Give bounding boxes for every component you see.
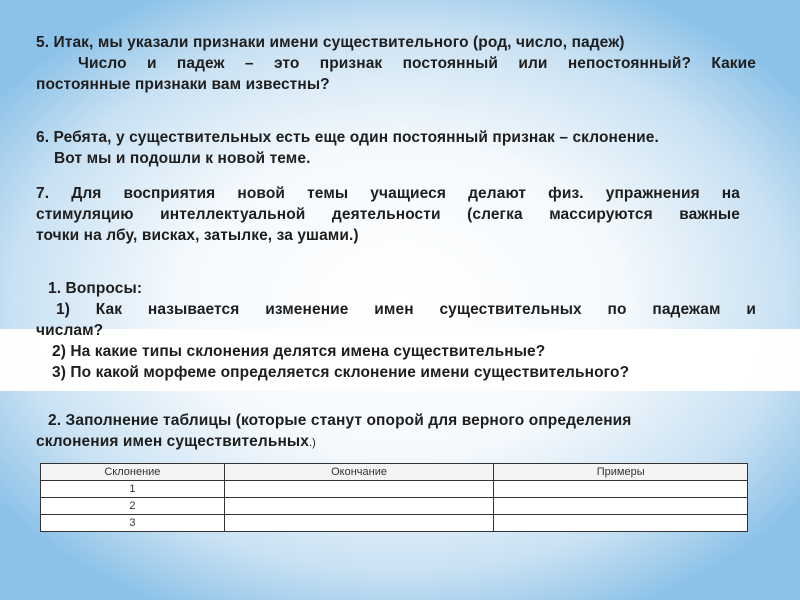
item-5-paragraph <box>36 32 756 95</box>
table-cell: 2 <box>41 498 225 515</box>
item-6-line-1: 6. Ребята, у существительных есть еще один постоянный признак – склонение. <box>36 129 659 146</box>
item-6-line-2: Вот мы и подошли к новой теме. <box>54 150 311 167</box>
questions-heading: 1. Вопросы: <box>48 280 143 297</box>
question-3: 3) По какой морфеме определяется склонение имени существительного? <box>52 364 630 381</box>
table-cell <box>224 481 494 498</box>
question-1-line-1: 1) Как называется изменение имен существительных по падежам и <box>56 301 756 318</box>
task-2-paragraph <box>36 410 756 454</box>
question-2: 2) На какие типы склонения делятся имена существительные? <box>52 343 546 360</box>
table-row <box>41 481 748 498</box>
questions-block <box>36 278 756 383</box>
table-row <box>41 498 748 515</box>
table-cell: 1 <box>41 481 225 498</box>
table-row <box>41 515 748 532</box>
table-cell <box>224 515 494 532</box>
task-2-line-2 <box>36 431 756 454</box>
table-header-cell: Примеры <box>494 464 748 481</box>
item-5-line-1: 5. Итак, мы указали признаки имени существительного (род, число, падеж) <box>36 34 625 51</box>
item-5-line-3: постоянные признаки вам известны? <box>36 76 330 93</box>
task-2-line-2-tail: .) <box>309 437 316 449</box>
item-7-paragraph <box>36 183 740 246</box>
item-7-line-3: точки на лбу, висках, затылке, за ушами.) <box>36 227 359 244</box>
table-cell <box>494 498 748 515</box>
item-7-line-1: 7. Для восприятия новой темы учащиеся делают физ. упражнения на <box>36 185 740 202</box>
table-cell <box>494 515 748 532</box>
table-header-cell: Окончание <box>224 464 494 481</box>
item-5-line-2: Число и падеж – это признак постоянный или непостоянный? Какие <box>78 55 756 72</box>
table-header-row <box>41 464 748 481</box>
item-7-line-2: стимуляцию интеллектуальной деятельности (слегка массируются важные <box>36 206 740 223</box>
declension-table <box>40 463 748 532</box>
question-1-line-2: числам? <box>36 322 104 339</box>
table-cell <box>224 498 494 515</box>
task-2-line-2-text: склонения имен существительных <box>36 433 309 450</box>
table-cell: 3 <box>41 515 225 532</box>
item-6-paragraph <box>36 127 756 169</box>
table-header-cell: Склонение <box>41 464 225 481</box>
task-2-line-1: 2. Заполнение таблицы (которые станут опорой для верного определения <box>48 412 632 429</box>
table-cell <box>494 481 748 498</box>
